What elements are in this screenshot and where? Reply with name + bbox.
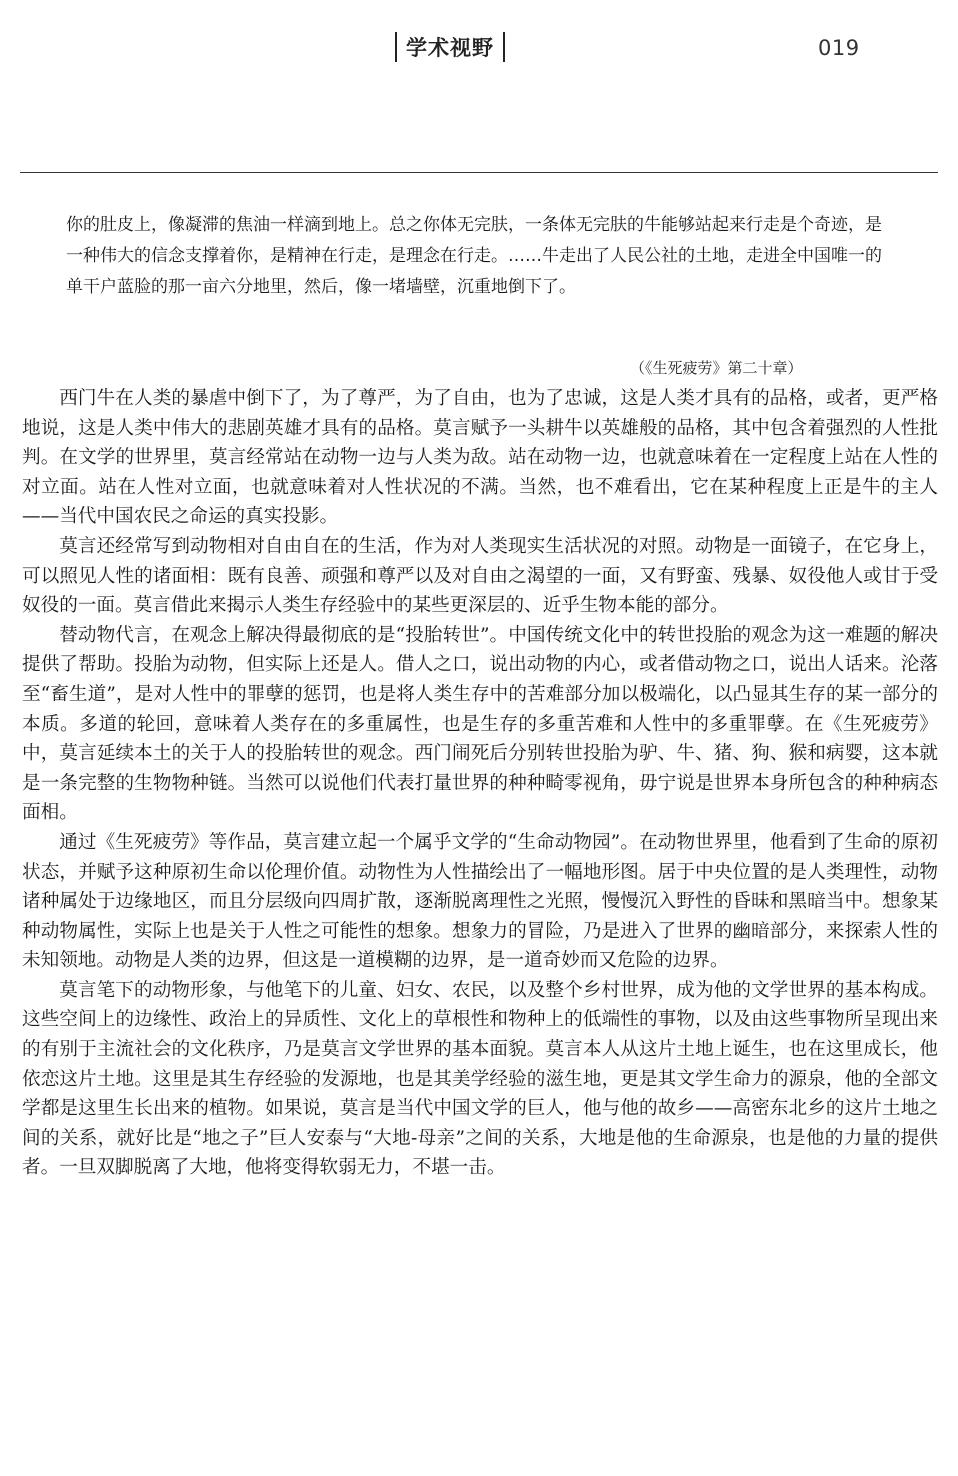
article-body [22,384,938,1183]
header-divider-right [503,32,505,62]
quote-source: （《生死疲劳》第二十章） [630,359,803,377]
body-paragraph: 通过《生死疲劳》等作品，莫言建立起一个属乎文学的“生命动物园”。在动物世界里，他看到了生命的原初状态，并赋予这种原初生命以伦理价值。动物性为人性描绘出了一幅地形图。居于中央位置的是人类理性，动物诸种属处于边缘地区，而且分层级向四周扩散，逐渐脱离理性之光照，慢慢沉入野性的昏昧和黑暗当中。想象某种动物属性，实际上也是关于人性之可能性的想象。想象力的冒险，乃是进入了世界的幽暗部分，来探索人性的未知领地。动物是人类的边界，但这是一道模糊的边界，是一道奇妙而又危险的边界。 [22,831,938,972]
section-title: 学术视野 [406,36,494,60]
page-number: 019 [818,36,860,60]
section-header [395,30,505,64]
block-quote [66,210,896,303]
header-rule [20,172,938,173]
body-paragraph: 替动物代言，在观念上解决得最彻底的是“投胎转世”。中国传统文化中的转世投胎的观念为这一难题的解决提供了帮助。投胎为动物，但实际上还是人。借人之口，说出动物的内心，或者借动物之口，说出人话来。沦落至“畜生道”，是对人性中的罪孽的惩罚，也是将人类生存中的苦难部分加以极端化，以凸显其生存的某一部分的本质。多道的轮回，意味着人类存在的多重属性，也是生存的多重苦难和人性中的多重罪孽。在《生死疲劳》中，莫言延续本土的关于人的投胎转世的观念。西门闹死后分别转世投胎为驴、牛、猪、狗、猴和病婴，这本就是一条完整的生物物种链。当然可以说他们代表打量世界的种种畸零视角，毋宁说是世界本身所包含的种种病态面相。 [22,624,938,824]
body-paragraph: 莫言还经常写到动物相对自由自在的生活，作为对人类现实生活状况的对照。动物是一面镜子，在它身上，可以照见人性的诸面相：既有良善、顽强和尊严以及对自由之渴望的一面，又有野蛮、残暴、奴役他人或甘于受奴役的一面。莫言借此来揭示人类生存经验中的某些更深层的、近乎生物本能的部分。 [22,535,938,617]
body-paragraph: 莫言笔下的动物形象，与他笔下的儿童、妇女、农民，以及整个乡村世界，成为他的文学世界的基本构成。这些空间上的边缘性、政治上的异质性、文化上的草根性和物种上的低端性的事物，以及由这些事物所呈现出来的有别于主流社会的文化秩序，乃是莫言文学世界的基本面貌。莫言本人从这片土地上诞生，也在这里成长，他依恋这片土地。这里是其生存经验的发源地，也是其美学经验的滋生地，更是其文学生命力的源泉，他的全部文学都是这里生长出来的植物。如果说，莫言是当代中国文学的巨人，他与他的故乡——高密东北乡的这片土地之间的关系，就好比是“地之子”巨人安泰与“大地-母亲”之间的关系，大地是他的生命源泉，也是他的力量的提供者。一旦双脚脱离了大地，他将变得软弱无力，不堪一击。 [22,979,938,1179]
quote-text: 你的肚皮上，像凝滞的焦油一样滴到地上。总之你体无完肤，一条体无完肤的牛能够站起来行走是个奇迹，是一种伟大的信念支撑着你，是精神在行走，是理念在行走。……牛走出了人民公社的土地，走进全中国唯一的单干户蓝脸的那一亩六分地里，然后，像一堵墙壁，沉重地倒下了。 [66,215,882,297]
body-paragraph: 西门牛在人类的暴虐中倒下了，为了尊严，为了自由，也为了忠诚，这是人类才具有的品格，或者，更严格地说，这是人类中伟大的悲剧英雄才具有的品格。莫言赋予一头耕牛以英雄般的品格，其中包含着强烈的人性批判。在文学的世界里，莫言经常站在动物一边与人类为敌。站在动物一边，也就意味着在一定程度上站在人性的对立面。站在人性对立面，也就意味着对人性状况的不满。当然，也不难看出，它在某种程度上正是牛的主人——当代中国农民之命运的真实投影。 [22,388,938,528]
